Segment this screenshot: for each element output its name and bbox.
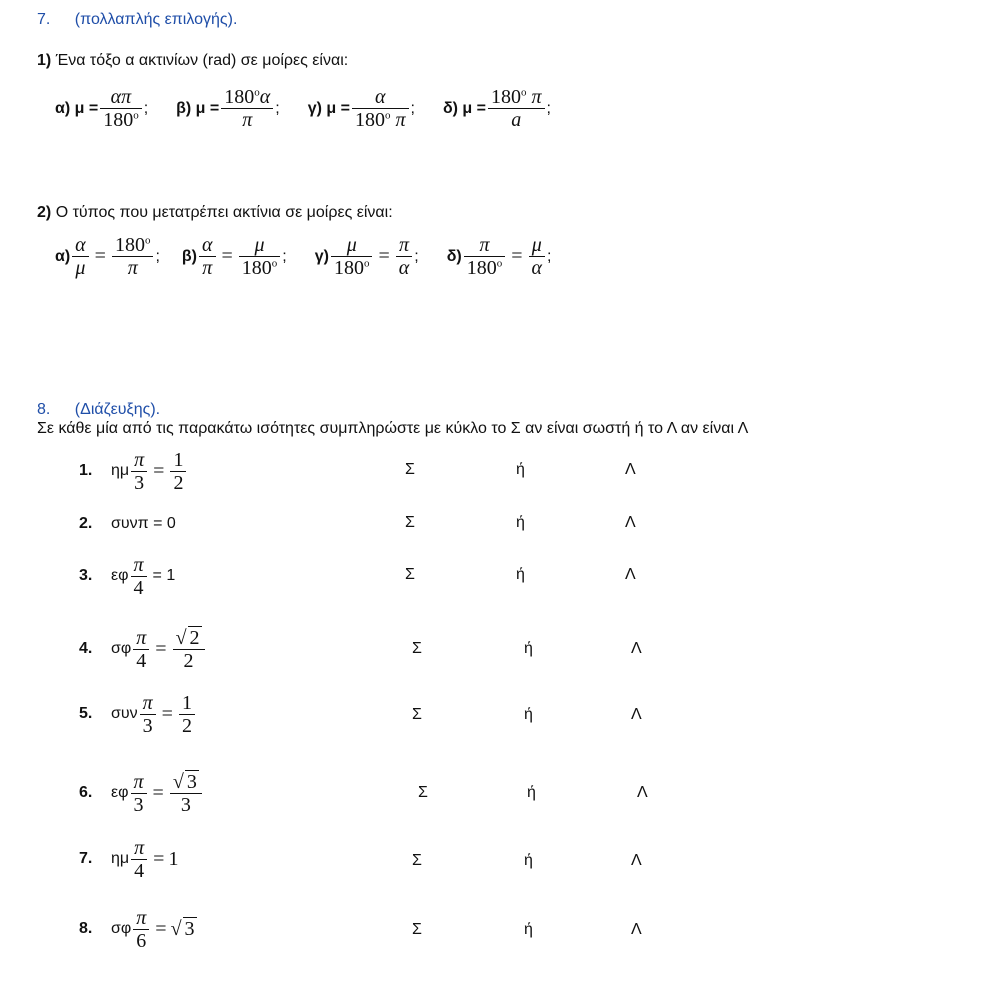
q7-sub1-label: 1) xyxy=(37,52,52,69)
q8-number: 8. xyxy=(37,401,51,418)
option-b: β) $\frac{\alpha}{\pi}$ = $\frac{\mu}{180^o}$ ; xyxy=(181,234,287,279)
choice-sigma-5[interactable]: Σ xyxy=(412,706,422,723)
choice-or-8: ή xyxy=(524,921,533,938)
option-label: α) xyxy=(55,247,71,265)
choice-or-2: ή xyxy=(516,514,525,531)
option-b xyxy=(176,86,280,131)
item-function: ημ xyxy=(111,850,130,867)
option-d: δ) $\frac{\pi}{180^o}$ = $\frac{\mu}{\alpha}$ ; xyxy=(446,234,552,279)
choice-or-7: ή xyxy=(524,852,533,869)
q8-item-8: 8. σφ $\frac{\pi}{6}$ = √ 3 xyxy=(79,906,195,952)
item-number: 7. xyxy=(79,850,93,867)
item-number: 6. xyxy=(79,784,93,801)
semicolon: ; xyxy=(275,99,280,117)
option-c: γ) $\frac{\mu}{180^o}$ = $\frac{\pi}{\alpha}$ ; xyxy=(314,234,419,279)
choice-or-1: ή xyxy=(516,461,525,478)
semicolon: ; xyxy=(143,99,149,117)
choice-sigma-6[interactable]: Σ xyxy=(418,784,428,801)
choice-sigma-4[interactable]: Σ xyxy=(412,640,422,657)
choice-sigma-7[interactable]: Σ xyxy=(412,852,422,869)
q7-header xyxy=(37,11,237,29)
choice-or-3: ή xyxy=(516,566,525,583)
item-number: 4. xyxy=(79,640,93,657)
item-function: συν xyxy=(111,705,138,722)
fraction: $\frac{180^o \pi}{a}$ xyxy=(488,86,545,131)
item-rhs: = 1 xyxy=(152,567,176,584)
q7-number: 7. xyxy=(37,11,51,28)
q8-title: (Διάζευξης). xyxy=(74,401,161,418)
q8-item-2 xyxy=(79,514,176,534)
choice-sigma-8[interactable]: Σ xyxy=(412,921,422,938)
item-number: 2. xyxy=(79,515,93,532)
choice-lambda-8[interactable]: Λ xyxy=(631,921,642,938)
q8-item-3: 3. εφ $\frac{\pi}{4}$ = 1 xyxy=(79,553,176,599)
option-c xyxy=(308,86,415,131)
option-d xyxy=(443,86,551,131)
choice-or-4: ή xyxy=(524,640,533,657)
choice-lambda-1[interactable]: Λ xyxy=(625,461,636,478)
option-label: β) μ = xyxy=(176,99,220,117)
item-number: 1. xyxy=(79,462,93,479)
option-label: δ) xyxy=(446,247,462,265)
q8-item-1: 1. ημ $\frac{\pi}{3}$ = $\frac{1}{2}$ xyxy=(79,448,188,494)
item-function: εφ xyxy=(111,784,129,801)
choice-lambda-7[interactable]: Λ xyxy=(631,852,642,869)
option-label: β) xyxy=(181,247,197,265)
choice-lambda-5[interactable]: Λ xyxy=(631,706,642,723)
q7-sub1-prompt xyxy=(37,52,348,70)
q7-sub2-prompt xyxy=(37,204,393,222)
q8-header xyxy=(37,401,160,419)
q8-item-6: 6. εφ $\frac{\pi}{3}$ = $\frac{√ 3}{3}$ xyxy=(79,766,204,820)
option-a xyxy=(55,86,148,131)
choice-or-5: ή xyxy=(524,706,533,723)
item-function: ημ xyxy=(111,462,130,479)
option-label: γ) μ = xyxy=(307,99,350,117)
choice-sigma-3[interactable]: Σ xyxy=(405,566,415,583)
choice-or-6: ή xyxy=(527,784,536,801)
q7-sub2-text: Ο τύπος που μετατρέπει ακτίνια σε μοίρες είναι: xyxy=(55,204,393,221)
choice-sigma-1[interactable]: Σ xyxy=(405,461,415,478)
fraction: $\frac{\alpha\pi}{180^o}$ xyxy=(100,86,142,131)
option-a: α) $\frac{\alpha}{\mu}$ = $\frac{180^o}{\pi}$ ; xyxy=(55,234,160,279)
semicolon: ; xyxy=(546,99,551,117)
q8-item-7: 7. ημ $\frac{\pi}{4}$ = 1 xyxy=(79,836,179,882)
q7-sub1-options xyxy=(55,86,579,131)
q7-sub2-label: 2) xyxy=(37,204,52,221)
option-label: δ) μ = xyxy=(442,99,487,117)
q8-item-4: 4. σφ $\frac{\pi}{4}$ = $\frac{√ 2}{2}$ xyxy=(79,623,207,675)
choice-lambda-2[interactable]: Λ xyxy=(625,514,636,531)
semicolon: ; xyxy=(410,99,415,117)
q8-instructions: Σε κάθε μία από τις παρακάτω ισότητες συμπληρώστε με κύκλο το Σ αν είναι σωστή ή το Λ αν είναι Λ xyxy=(37,420,749,437)
q7-title: (πολλαπλής επιλογής). xyxy=(74,11,238,28)
item-number: 8. xyxy=(79,920,93,937)
q8-item-5: 5. συν $\frac{\pi}{3}$ = $\frac{1}{2}$ xyxy=(79,688,197,740)
q7-sub2-options xyxy=(55,234,579,279)
fraction: $\frac{\alpha}{180^o \pi}$ xyxy=(352,86,409,131)
item-function: σφ xyxy=(111,920,132,937)
item-number: 3. xyxy=(79,567,93,584)
item-function: σφ xyxy=(111,640,132,657)
q7-sub1-text: Ένα τόξο α ακτινίων (rad) σε μοίρες είναι: xyxy=(55,52,349,69)
fraction: $\frac{180^o\alpha}{\pi}$ xyxy=(221,86,273,131)
item-function: συνπ = 0 xyxy=(111,515,176,532)
choice-lambda-4[interactable]: Λ xyxy=(631,640,642,657)
option-label: γ) xyxy=(314,247,329,265)
item-function: εφ xyxy=(111,567,129,584)
choice-sigma-2[interactable]: Σ xyxy=(405,514,415,531)
item-number: 5. xyxy=(79,705,93,722)
option-label: α) μ = xyxy=(55,99,99,117)
choice-lambda-3[interactable]: Λ xyxy=(625,566,636,583)
choice-lambda-6[interactable]: Λ xyxy=(637,784,648,801)
